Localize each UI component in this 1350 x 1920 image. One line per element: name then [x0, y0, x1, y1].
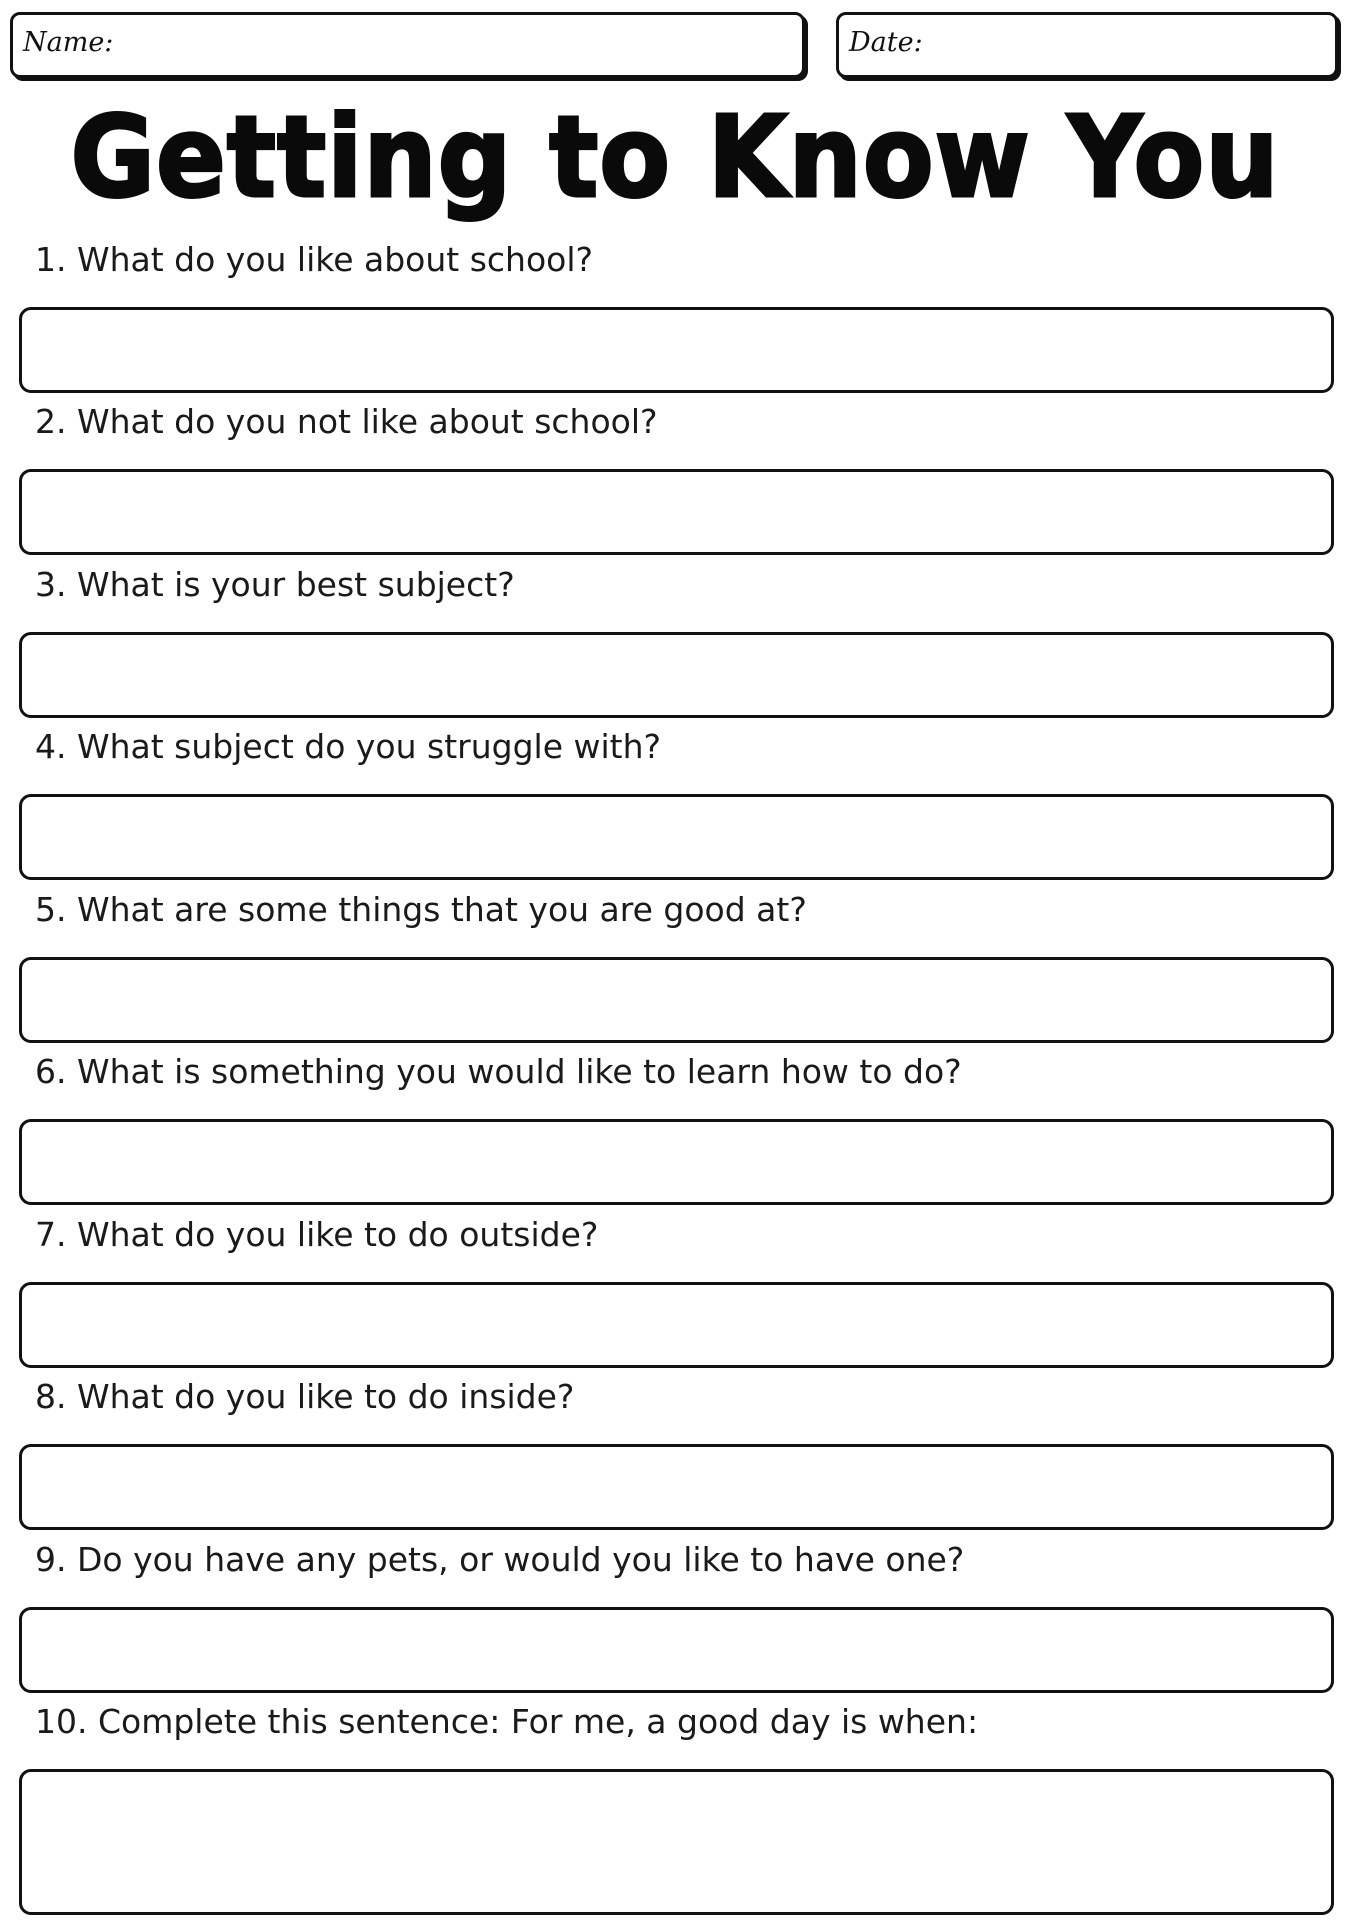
name-field[interactable] [10, 12, 805, 78]
name-label: Name: [23, 27, 114, 58]
answer-box-8[interactable] [19, 1444, 1334, 1530]
question-text: 1. What do you like about school? [35, 240, 594, 279]
answer-box-2[interactable] [19, 469, 1334, 555]
question-text: 10. Complete this sentence: For me, a good day is when: [35, 1702, 979, 1741]
date-label: Date: [849, 27, 923, 58]
question-text: 3. What is your best subject? [35, 565, 515, 604]
answer-box-3[interactable] [19, 632, 1334, 718]
answer-box-6[interactable] [19, 1119, 1334, 1205]
question-text: 7. What do you like to do outside? [35, 1215, 599, 1254]
question-text: 4. What subject do you struggle with? [35, 727, 662, 766]
answer-box-10[interactable] [19, 1769, 1334, 1915]
question-text: 8. What do you like to do inside? [35, 1377, 575, 1416]
answer-box-1[interactable] [19, 307, 1334, 393]
answer-box-4[interactable] [19, 794, 1334, 880]
date-field[interactable] [836, 12, 1338, 78]
question-text: 5. What are some things that you are good at? [35, 890, 807, 929]
answer-box-9[interactable] [19, 1607, 1334, 1693]
question-text: 9. Do you have any pets, or would you like to have one? [35, 1540, 965, 1579]
question-text: 2. What do you not like about school? [35, 402, 658, 441]
answer-box-7[interactable] [19, 1282, 1334, 1368]
question-text: 6. What is something you would like to learn how to do? [35, 1052, 962, 1091]
page-title: Getting to Know You [70, 93, 1280, 223]
answer-box-5[interactable] [19, 957, 1334, 1043]
